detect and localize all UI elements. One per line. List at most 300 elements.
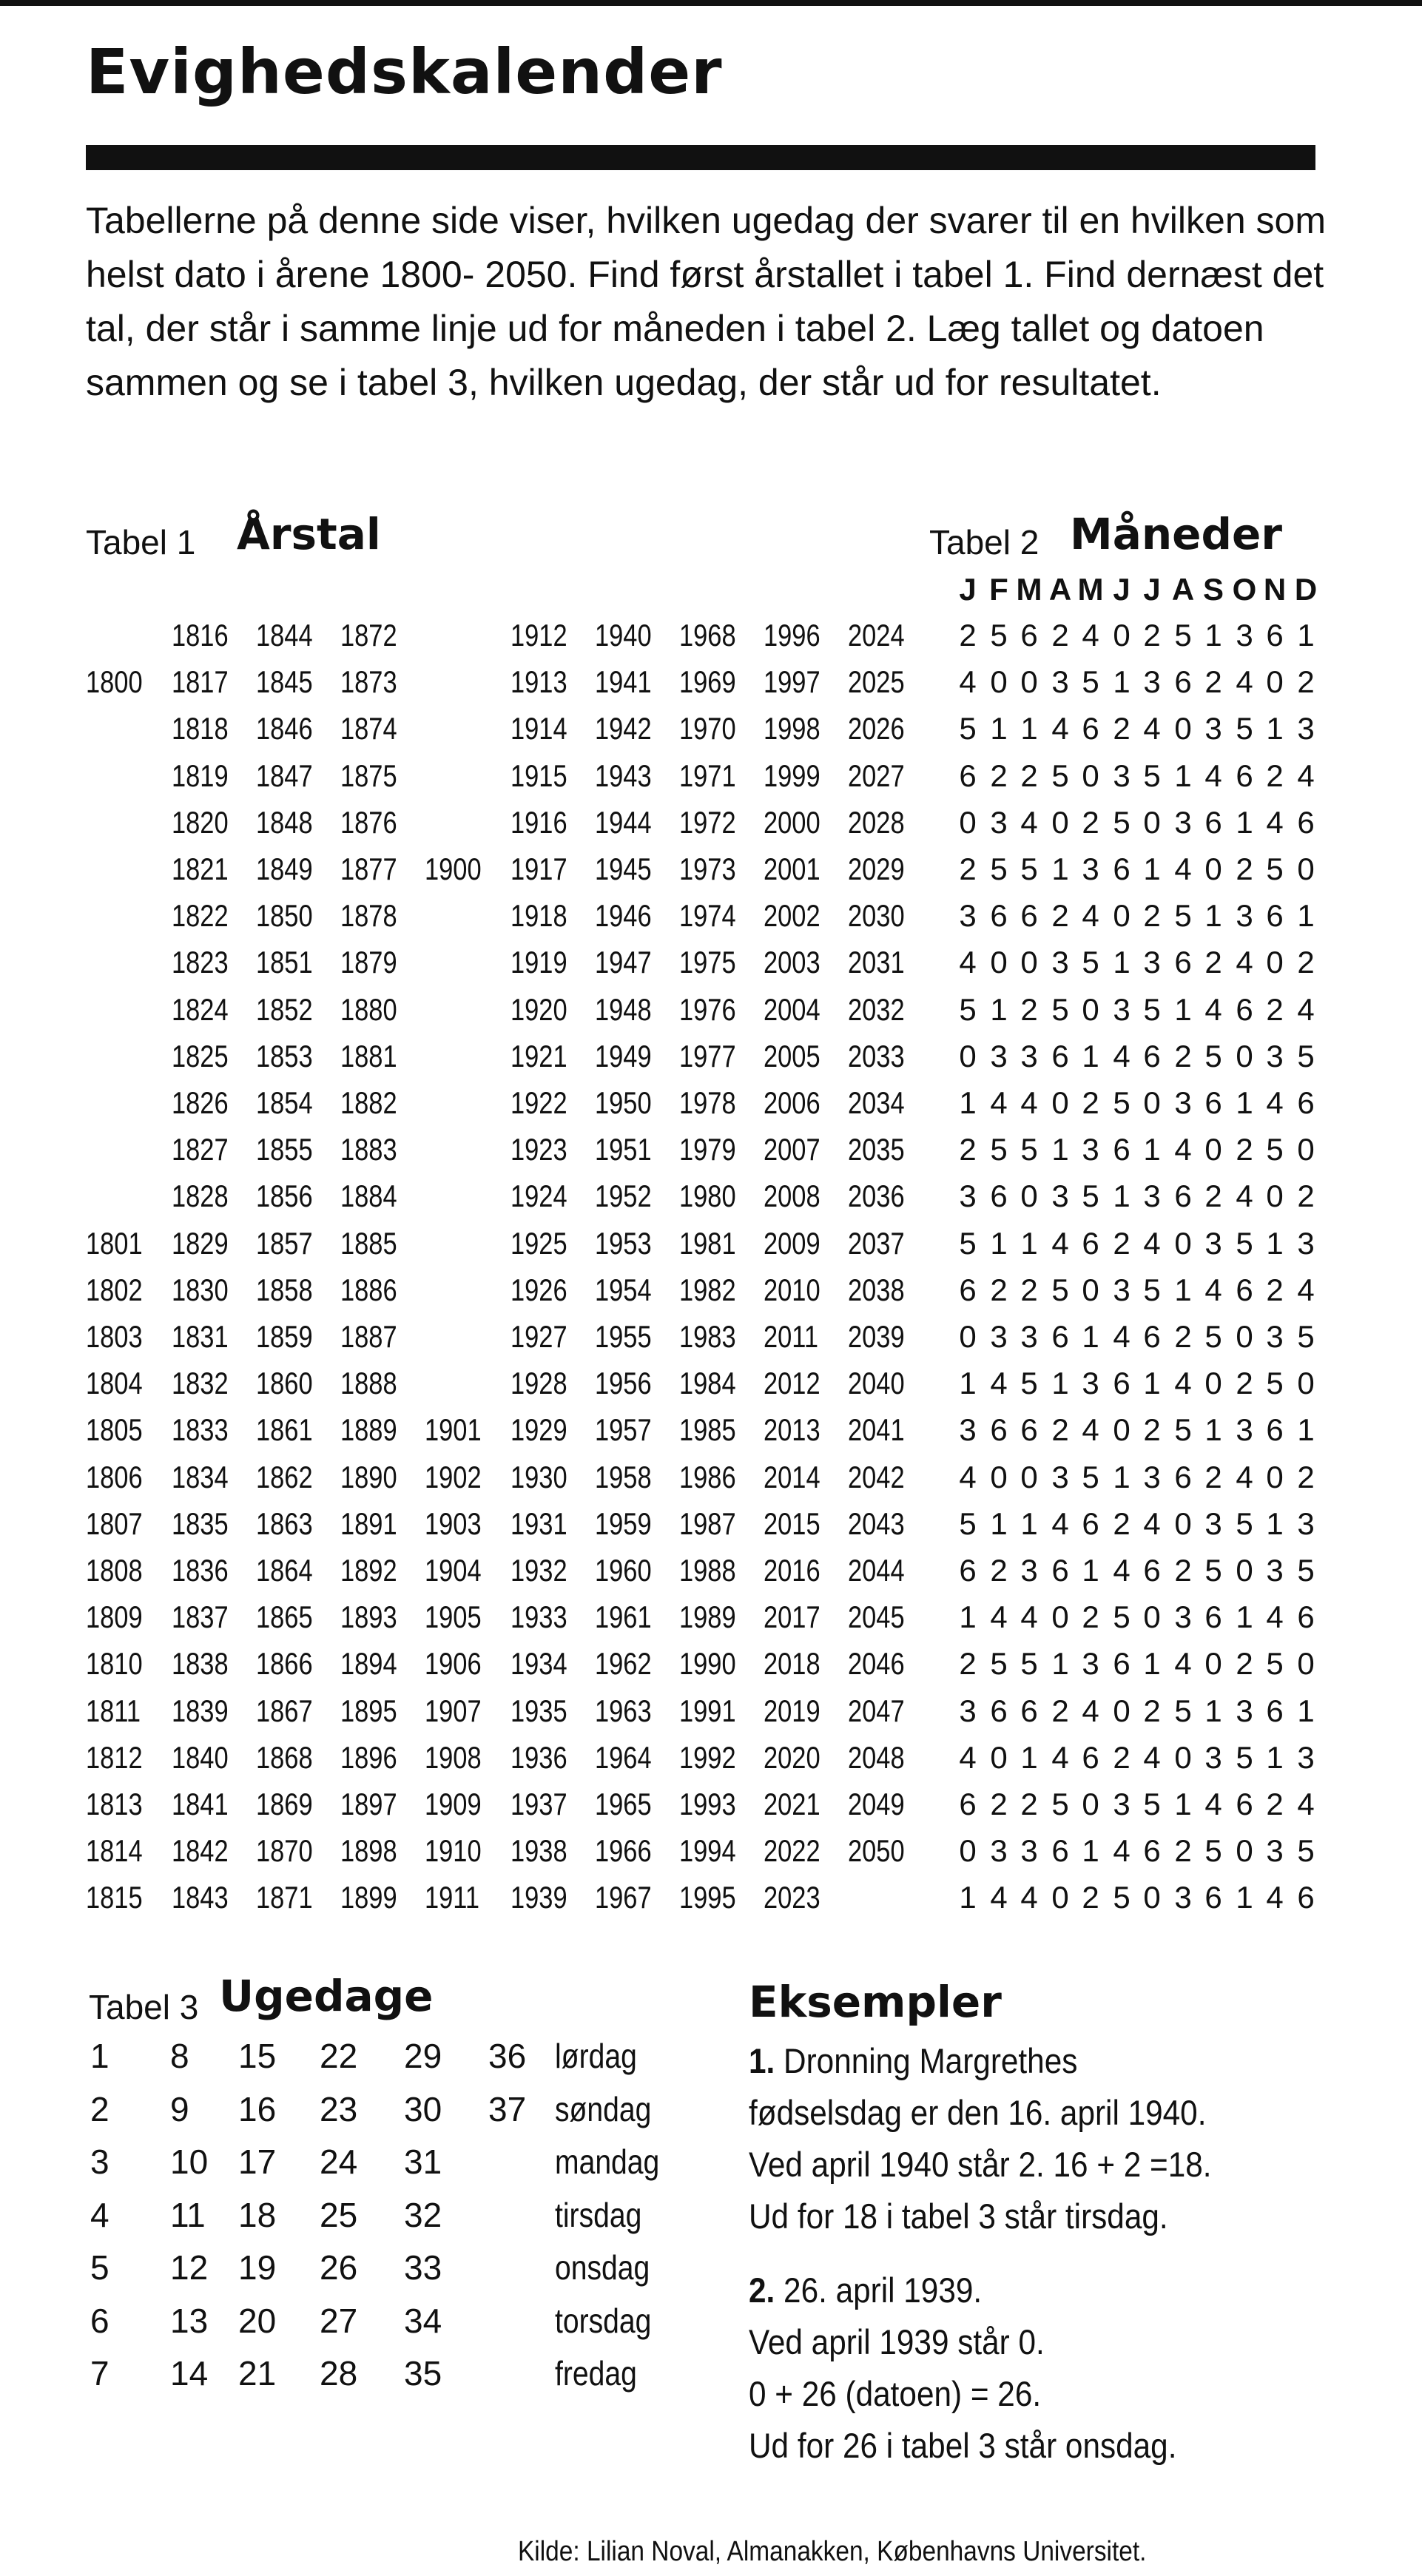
year-cell: 1964	[595, 1740, 652, 1775]
year-cell: 1966	[595, 1833, 652, 1868]
month-offset-digit: 3	[1020, 1319, 1038, 1354]
year-cell: 1955	[595, 1319, 652, 1354]
month-offset-digit: 5	[1113, 1599, 1130, 1634]
month-offset-digit: 5	[1174, 898, 1192, 933]
weekday-number: 1	[90, 2037, 109, 2075]
year-cell: 1961	[595, 1599, 652, 1634]
year-cell: 2034	[848, 1085, 905, 1120]
month-offset-digit: 6	[959, 1787, 977, 1821]
weekday-number: 13	[170, 2302, 209, 2340]
year-cell: 1884	[340, 1179, 397, 1213]
year-cell: 1981	[679, 1226, 736, 1261]
month-offset-digit: 0	[990, 1740, 1008, 1775]
year-cell: 1809	[86, 1599, 143, 1634]
examples-heading: Eksempler	[749, 1977, 1002, 2027]
month-offset-digit: 5	[990, 1132, 1008, 1167]
month-offset-digit: 0	[1236, 1553, 1253, 1588]
month-offset-digit: 1	[1297, 1693, 1315, 1728]
month-offset-digit: 2	[990, 1553, 1008, 1588]
example2-number: 2.	[749, 2270, 775, 2310]
year-cell: 2032	[848, 992, 905, 1027]
year-cell: 1957	[595, 1412, 652, 1447]
month-offset-digit: 3	[1266, 1833, 1284, 1868]
year-cell: 2008	[764, 1179, 820, 1213]
weekday-number: 10	[170, 2142, 209, 2181]
month-offset-digit: 5	[1174, 1412, 1192, 1447]
month-offset-digit: 1	[1051, 1366, 1069, 1400]
year-cell: 2048	[848, 1740, 905, 1775]
month-offset-digit: 3	[1082, 1646, 1099, 1681]
year-cell: 1984	[679, 1366, 736, 1400]
month-offset-digit: 1	[1113, 945, 1130, 980]
month-offset-digit: 2	[1051, 618, 1069, 653]
year-cell: 2023	[764, 1880, 820, 1915]
year-cell: 1852	[256, 992, 313, 1027]
month-offset-digit: 6	[1143, 1039, 1161, 1073]
month-offset-digit: 3	[1082, 852, 1099, 886]
example2-line1: 2. 26. april 1939.	[749, 2270, 983, 2310]
weekday-number: 12	[170, 2248, 209, 2287]
month-offset-digit: 5	[1082, 1179, 1099, 1213]
month-offset-digit: 4	[990, 1599, 1008, 1634]
month-offset-digit: 1	[1020, 711, 1038, 746]
month-offset-digit: 4	[1266, 805, 1284, 840]
year-cell: 2005	[764, 1039, 820, 1073]
month-offset-digit: 3	[1020, 1833, 1038, 1868]
year-cell: 1837	[172, 1599, 229, 1634]
year-cell: 1883	[340, 1132, 397, 1167]
year-cell: 1924	[510, 1179, 567, 1213]
month-offset-digit: 4	[1051, 1226, 1069, 1261]
month-offset-digit: 4	[990, 1366, 1008, 1400]
month-offset-digit: 0	[1143, 805, 1161, 840]
month-offset-digit: 3	[1236, 1693, 1253, 1728]
month-offset-digit: 1	[1236, 805, 1253, 840]
year-cell: 1949	[595, 1039, 652, 1073]
year-cell: 1829	[172, 1226, 229, 1261]
month-offset-digit: 0	[990, 1460, 1008, 1494]
month-offset-digit: 5	[1204, 1319, 1222, 1354]
year-cell: 1991	[679, 1693, 736, 1728]
year-cell: 2033	[848, 1039, 905, 1073]
year-cell: 1980	[679, 1179, 736, 1213]
month-offset-digit: 5	[1236, 1226, 1253, 1261]
month-offset-digit: 2	[1174, 1039, 1192, 1073]
year-cell: 1917	[510, 852, 567, 886]
year-cell: 1905	[425, 1599, 482, 1634]
year-cell: 2027	[848, 758, 905, 793]
year-cell: 1904	[425, 1553, 482, 1588]
year-cell: 1872	[340, 618, 397, 653]
month-offset-digit: 3	[1113, 992, 1130, 1027]
month-offset-digit: 2	[1051, 1412, 1069, 1447]
year-cell: 1818	[172, 711, 229, 746]
year-cell: 1954	[595, 1272, 652, 1307]
year-cell: 2036	[848, 1179, 905, 1213]
year-cell: 1835	[172, 1506, 229, 1541]
year-cell: 2019	[764, 1693, 820, 1728]
year-cell: 1810	[86, 1646, 143, 1681]
year-cell: 1993	[679, 1787, 736, 1821]
year-cell: 1817	[172, 664, 229, 699]
year-cell: 2004	[764, 992, 820, 1027]
month-offset-digit: 5	[990, 618, 1008, 653]
year-cell: 1963	[595, 1693, 652, 1728]
month-offset-digit: 1	[1174, 1272, 1192, 1307]
weekday-number: 23	[320, 2090, 358, 2128]
month-offset-digit: 4	[1082, 898, 1099, 933]
weekday-name: onsdag	[555, 2248, 650, 2287]
month-header: M	[1016, 572, 1042, 607]
month-offset-digit: 2	[1236, 852, 1253, 886]
weekday-number: 8	[170, 2037, 189, 2075]
year-cell: 1953	[595, 1226, 652, 1261]
month-offset-digit: 1	[990, 992, 1008, 1027]
year-cell: 1805	[86, 1412, 143, 1447]
year-cell: 1890	[340, 1460, 397, 1494]
month-offset-digit: 3	[1266, 1553, 1284, 1588]
weekday-number: 4	[90, 2196, 109, 2234]
month-offset-digit: 3	[1236, 1412, 1253, 1447]
year-cell: 2010	[764, 1272, 820, 1307]
weekday-name: tirsdag	[555, 2196, 642, 2234]
year-cell: 2001	[764, 852, 820, 886]
year-cell: 1925	[510, 1226, 567, 1261]
year-cell: 1901	[425, 1412, 482, 1447]
year-cell: 1946	[595, 898, 652, 933]
month-offset-digit: 5	[1113, 1085, 1130, 1120]
month-offset-digit: 4	[1174, 852, 1192, 886]
weekday-number: 34	[404, 2302, 442, 2340]
month-offset-digit: 4	[1266, 1599, 1284, 1634]
year-cell: 1857	[256, 1226, 313, 1261]
year-cell: 1815	[86, 1880, 143, 1915]
month-offset-digit: 2	[1020, 758, 1038, 793]
month-header: M	[1077, 572, 1104, 607]
year-cell: 1989	[679, 1599, 736, 1634]
year-cell: 1821	[172, 852, 229, 886]
month-offset-digit: 2	[959, 618, 977, 653]
month-offset-digit: 2	[1082, 1599, 1099, 1634]
month-offset-digit: 1	[990, 1506, 1008, 1541]
weekday-number: 31	[404, 2142, 442, 2181]
month-offset-digit: 4	[990, 1085, 1008, 1120]
month-offset-digit: 2	[1143, 1693, 1161, 1728]
year-cell: 2013	[764, 1412, 820, 1447]
month-offset-digit: 6	[1082, 1740, 1099, 1775]
month-offset-digit: 4	[1082, 618, 1099, 653]
year-cell: 1935	[510, 1693, 567, 1728]
year-cell: 1997	[764, 664, 820, 699]
month-offset-digit: 2	[1082, 1880, 1099, 1915]
year-cell: 1840	[172, 1740, 229, 1775]
month-offset-digit: 1	[1113, 1179, 1130, 1213]
year-cell: 1803	[86, 1319, 143, 1354]
month-offset-digit: 1	[1113, 1460, 1130, 1494]
month-offset-digit: 0	[1082, 992, 1099, 1027]
year-cell: 1950	[595, 1085, 652, 1120]
month-header: D	[1294, 572, 1318, 607]
month-offset-digit: 0	[1020, 664, 1038, 699]
month-offset-digit: 6	[1174, 664, 1192, 699]
weekday-name: torsdag	[555, 2302, 652, 2340]
month-offset-digit: 6	[1236, 992, 1253, 1027]
month-offset-digit: 4	[1020, 805, 1038, 840]
year-cell: 1819	[172, 758, 229, 793]
month-offset-digit: 6	[1051, 1039, 1069, 1073]
month-offset-digit: 3	[1174, 805, 1192, 840]
year-cell: 1801	[86, 1226, 143, 1261]
year-cell: 1863	[256, 1506, 313, 1541]
year-cell: 2030	[848, 898, 905, 933]
year-cell: 2031	[848, 945, 905, 980]
month-offset-digit: 4	[1236, 664, 1253, 699]
month-offset-digit: 3	[1297, 1226, 1315, 1261]
month-offset-digit: 4	[1174, 1646, 1192, 1681]
year-cell: 1936	[510, 1740, 567, 1775]
year-cell: 1876	[340, 805, 397, 840]
example1-line2: fødselsdag er den 16. april 1940.	[749, 2093, 1207, 2132]
weekday-number: 16	[238, 2090, 277, 2128]
year-cell: 2018	[764, 1646, 820, 1681]
month-offset-digit: 4	[1051, 711, 1069, 746]
weekday-number: 25	[320, 2196, 358, 2234]
year-cell: 1833	[172, 1412, 229, 1447]
weekday-number: 9	[170, 2090, 189, 2128]
year-cell: 2028	[848, 805, 905, 840]
year-cell: 1831	[172, 1319, 229, 1354]
year-cell: 2040	[848, 1366, 905, 1400]
year-cell: 1895	[340, 1693, 397, 1728]
month-offset-digit: 0	[1020, 1460, 1038, 1494]
weekday-name: fredag	[555, 2354, 637, 2393]
month-offset-digit: 6	[1143, 1319, 1161, 1354]
year-cell: 2014	[764, 1460, 820, 1494]
weekday-number: 7	[90, 2354, 109, 2393]
year-cell: 1919	[510, 945, 567, 980]
year-cell: 1937	[510, 1787, 567, 1821]
month-offset-digit: 6	[959, 758, 977, 793]
year-cell: 1996	[764, 618, 820, 653]
year-cell: 2006	[764, 1085, 820, 1120]
year-cell: 1834	[172, 1460, 229, 1494]
year-cell: 1885	[340, 1226, 397, 1261]
month-offset-digit: 6	[1051, 1319, 1069, 1354]
year-cell: 1918	[510, 898, 567, 933]
year-cell: 2037	[848, 1226, 905, 1261]
month-offset-digit: 6	[1266, 1412, 1284, 1447]
year-cell: 1886	[340, 1272, 397, 1307]
month-offset-digit: 3	[1236, 898, 1253, 933]
month-offset-digit: 3	[1297, 1740, 1315, 1775]
month-offset-digit: 6	[1266, 1693, 1284, 1728]
month-offset-digit: 4	[1236, 1460, 1253, 1494]
month-offset-digit: 5	[1082, 664, 1099, 699]
month-offset-digit: 0	[1174, 1506, 1192, 1541]
year-cell: 2007	[764, 1132, 820, 1167]
month-offset-digit: 4	[1020, 1880, 1038, 1915]
month-offset-digit: 3	[959, 1179, 977, 1213]
month-offset-digit: 3	[1113, 1272, 1130, 1307]
month-offset-digit: 5	[990, 1646, 1008, 1681]
year-cell: 1841	[172, 1787, 229, 1821]
month-offset-digit: 4	[1297, 1272, 1315, 1307]
year-cell: 1820	[172, 805, 229, 840]
month-offset-digit: 1	[1174, 1787, 1192, 1821]
year-cell: 1806	[86, 1460, 143, 1494]
weekday-number: 18	[238, 2196, 277, 2234]
year-cell: 2009	[764, 1226, 820, 1261]
year-cell: 1921	[510, 1039, 567, 1073]
year-cell: 1861	[256, 1412, 313, 1447]
year-cell: 1965	[595, 1787, 652, 1821]
year-cell: 1929	[510, 1412, 567, 1447]
year-cell: 1800	[86, 664, 143, 699]
year-cell: 1952	[595, 1179, 652, 1213]
year-cell: 1813	[86, 1787, 143, 1821]
year-cell: 2012	[764, 1366, 820, 1400]
month-offset-digit: 0	[1143, 1880, 1161, 1915]
year-cell: 1868	[256, 1740, 313, 1775]
weekday-number: 36	[488, 2037, 527, 2075]
month-offset-digit: 6	[1266, 898, 1284, 933]
month-offset-digit: 2	[1020, 992, 1038, 1027]
year-cell: 1982	[679, 1272, 736, 1307]
month-offset-digit: 2	[1113, 1740, 1130, 1775]
year-cell: 1848	[256, 805, 313, 840]
month-offset-digit: 2	[959, 852, 977, 886]
month-offset-digit: 6	[1113, 1646, 1130, 1681]
year-cell: 1915	[510, 758, 567, 793]
month-offset-digit: 3	[1297, 1506, 1315, 1541]
month-offset-digit: 2	[1082, 1085, 1099, 1120]
year-cell: 2044	[848, 1553, 905, 1588]
month-offset-digit: 4	[1204, 992, 1222, 1027]
month-offset-digit: 2	[1204, 945, 1222, 980]
year-cell: 1828	[172, 1179, 229, 1213]
month-offset-digit: 0	[1174, 711, 1192, 746]
month-offset-digit: 3	[1174, 1880, 1192, 1915]
year-cell: 2022	[764, 1833, 820, 1868]
top-rule	[0, 0, 1422, 6]
month-offset-digit: 6	[1174, 1179, 1192, 1213]
month-offset-digit: 3	[990, 1039, 1008, 1073]
weekday-number: 27	[320, 2302, 358, 2340]
month-offset-digit: 3	[1051, 1460, 1069, 1494]
month-offset-digit: 3	[1051, 1179, 1069, 1213]
year-cell: 1879	[340, 945, 397, 980]
year-cell: 1927	[510, 1319, 567, 1354]
year-cell: 1944	[595, 805, 652, 840]
year-cell: 1807	[86, 1506, 143, 1541]
month-offset-digit: 4	[1082, 1693, 1099, 1728]
year-cell: 2041	[848, 1412, 905, 1447]
month-offset-digit: 5	[1297, 1833, 1315, 1868]
month-offset-digit: 6	[1297, 1599, 1315, 1634]
year-cell: 2026	[848, 711, 905, 746]
year-cell: 1934	[510, 1646, 567, 1681]
month-offset-digit: 0	[1051, 1599, 1069, 1634]
month-offset-digit: 0	[1113, 898, 1130, 933]
year-cell: 1889	[340, 1412, 397, 1447]
month-offset-digit: 2	[1113, 1506, 1130, 1541]
month-offset-digit: 6	[1020, 618, 1038, 653]
page-title: Evighedskalender	[86, 36, 723, 108]
month-offset-digit: 0	[1051, 1085, 1069, 1120]
month-offset-digit: 2	[1266, 1272, 1284, 1307]
year-cell: 1882	[340, 1085, 397, 1120]
year-cell: 1881	[340, 1039, 397, 1073]
month-offset-digit: 6	[1051, 1833, 1069, 1868]
month-offset-digit: 4	[1297, 992, 1315, 1027]
year-cell: 1943	[595, 758, 652, 793]
month-offset-digit: 3	[1020, 1039, 1038, 1073]
year-cell: 2035	[848, 1132, 905, 1167]
month-offset-digit: 2	[1174, 1833, 1192, 1868]
example2-line2: Ved april 1939 står 0.	[749, 2322, 1045, 2361]
month-offset-digit: 3	[1204, 1740, 1222, 1775]
weekday-number: 20	[238, 2302, 277, 2340]
month-offset-digit: 6	[959, 1272, 977, 1307]
weekday-number: 24	[320, 2142, 358, 2181]
month-offset-digit: 5	[1204, 1039, 1222, 1073]
month-offset-digit: 2	[1297, 945, 1315, 980]
month-offset-digit: 5	[1297, 1553, 1315, 1588]
month-offset-digit: 2	[959, 1646, 977, 1681]
month-offset-digit: 2	[990, 1787, 1008, 1821]
year-cell: 1847	[256, 758, 313, 793]
year-cell: 1844	[256, 618, 313, 653]
year-cell: 1912	[510, 618, 567, 653]
month-offset-digit: 0	[959, 1039, 977, 1073]
tabel3-heading: Ugedage	[219, 1971, 434, 2021]
year-cell: 1842	[172, 1833, 229, 1868]
year-cell: 1990	[679, 1646, 736, 1681]
weekday-number: 28	[320, 2354, 358, 2393]
month-offset-digit: 5	[1266, 1646, 1284, 1681]
year-cell: 1931	[510, 1506, 567, 1541]
month-offset-digit: 5	[1020, 1646, 1038, 1681]
year-cell: 1911	[425, 1880, 480, 1915]
year-cell: 1866	[256, 1646, 313, 1681]
month-offset-digit: 2	[1174, 1553, 1192, 1588]
month-offset-digit: 5	[1236, 1506, 1253, 1541]
month-offset-digit: 5	[1143, 758, 1161, 793]
month-offset-digit: 4	[1297, 1787, 1315, 1821]
year-cell: 1859	[256, 1319, 313, 1354]
year-cell: 1888	[340, 1366, 397, 1400]
year-cell: 2045	[848, 1599, 905, 1634]
month-offset-digit: 0	[1051, 805, 1069, 840]
month-offset-digit: 2	[1236, 1132, 1253, 1167]
year-cell: 1926	[510, 1272, 567, 1307]
month-offset-digit: 3	[1204, 711, 1222, 746]
year-cell: 1986	[679, 1460, 736, 1494]
month-offset-digit: 5	[1266, 1366, 1284, 1400]
year-cell: 2020	[764, 1740, 820, 1775]
year-cell: 1827	[172, 1132, 229, 1167]
month-offset-digit: 5	[959, 711, 977, 746]
year-cell: 1808	[86, 1553, 143, 1588]
month-offset-digit: 2	[1297, 1460, 1315, 1494]
month-offset-digit: 2	[1143, 1412, 1161, 1447]
month-offset-digit: 6	[1236, 1272, 1253, 1307]
month-offset-digit: 1	[1266, 1506, 1284, 1541]
month-offset-digit: 2	[1297, 664, 1315, 699]
month-offset-digit: 1	[959, 1599, 977, 1634]
month-offset-digit: 2	[1236, 1646, 1253, 1681]
month-offset-digit: 2	[1204, 1179, 1222, 1213]
